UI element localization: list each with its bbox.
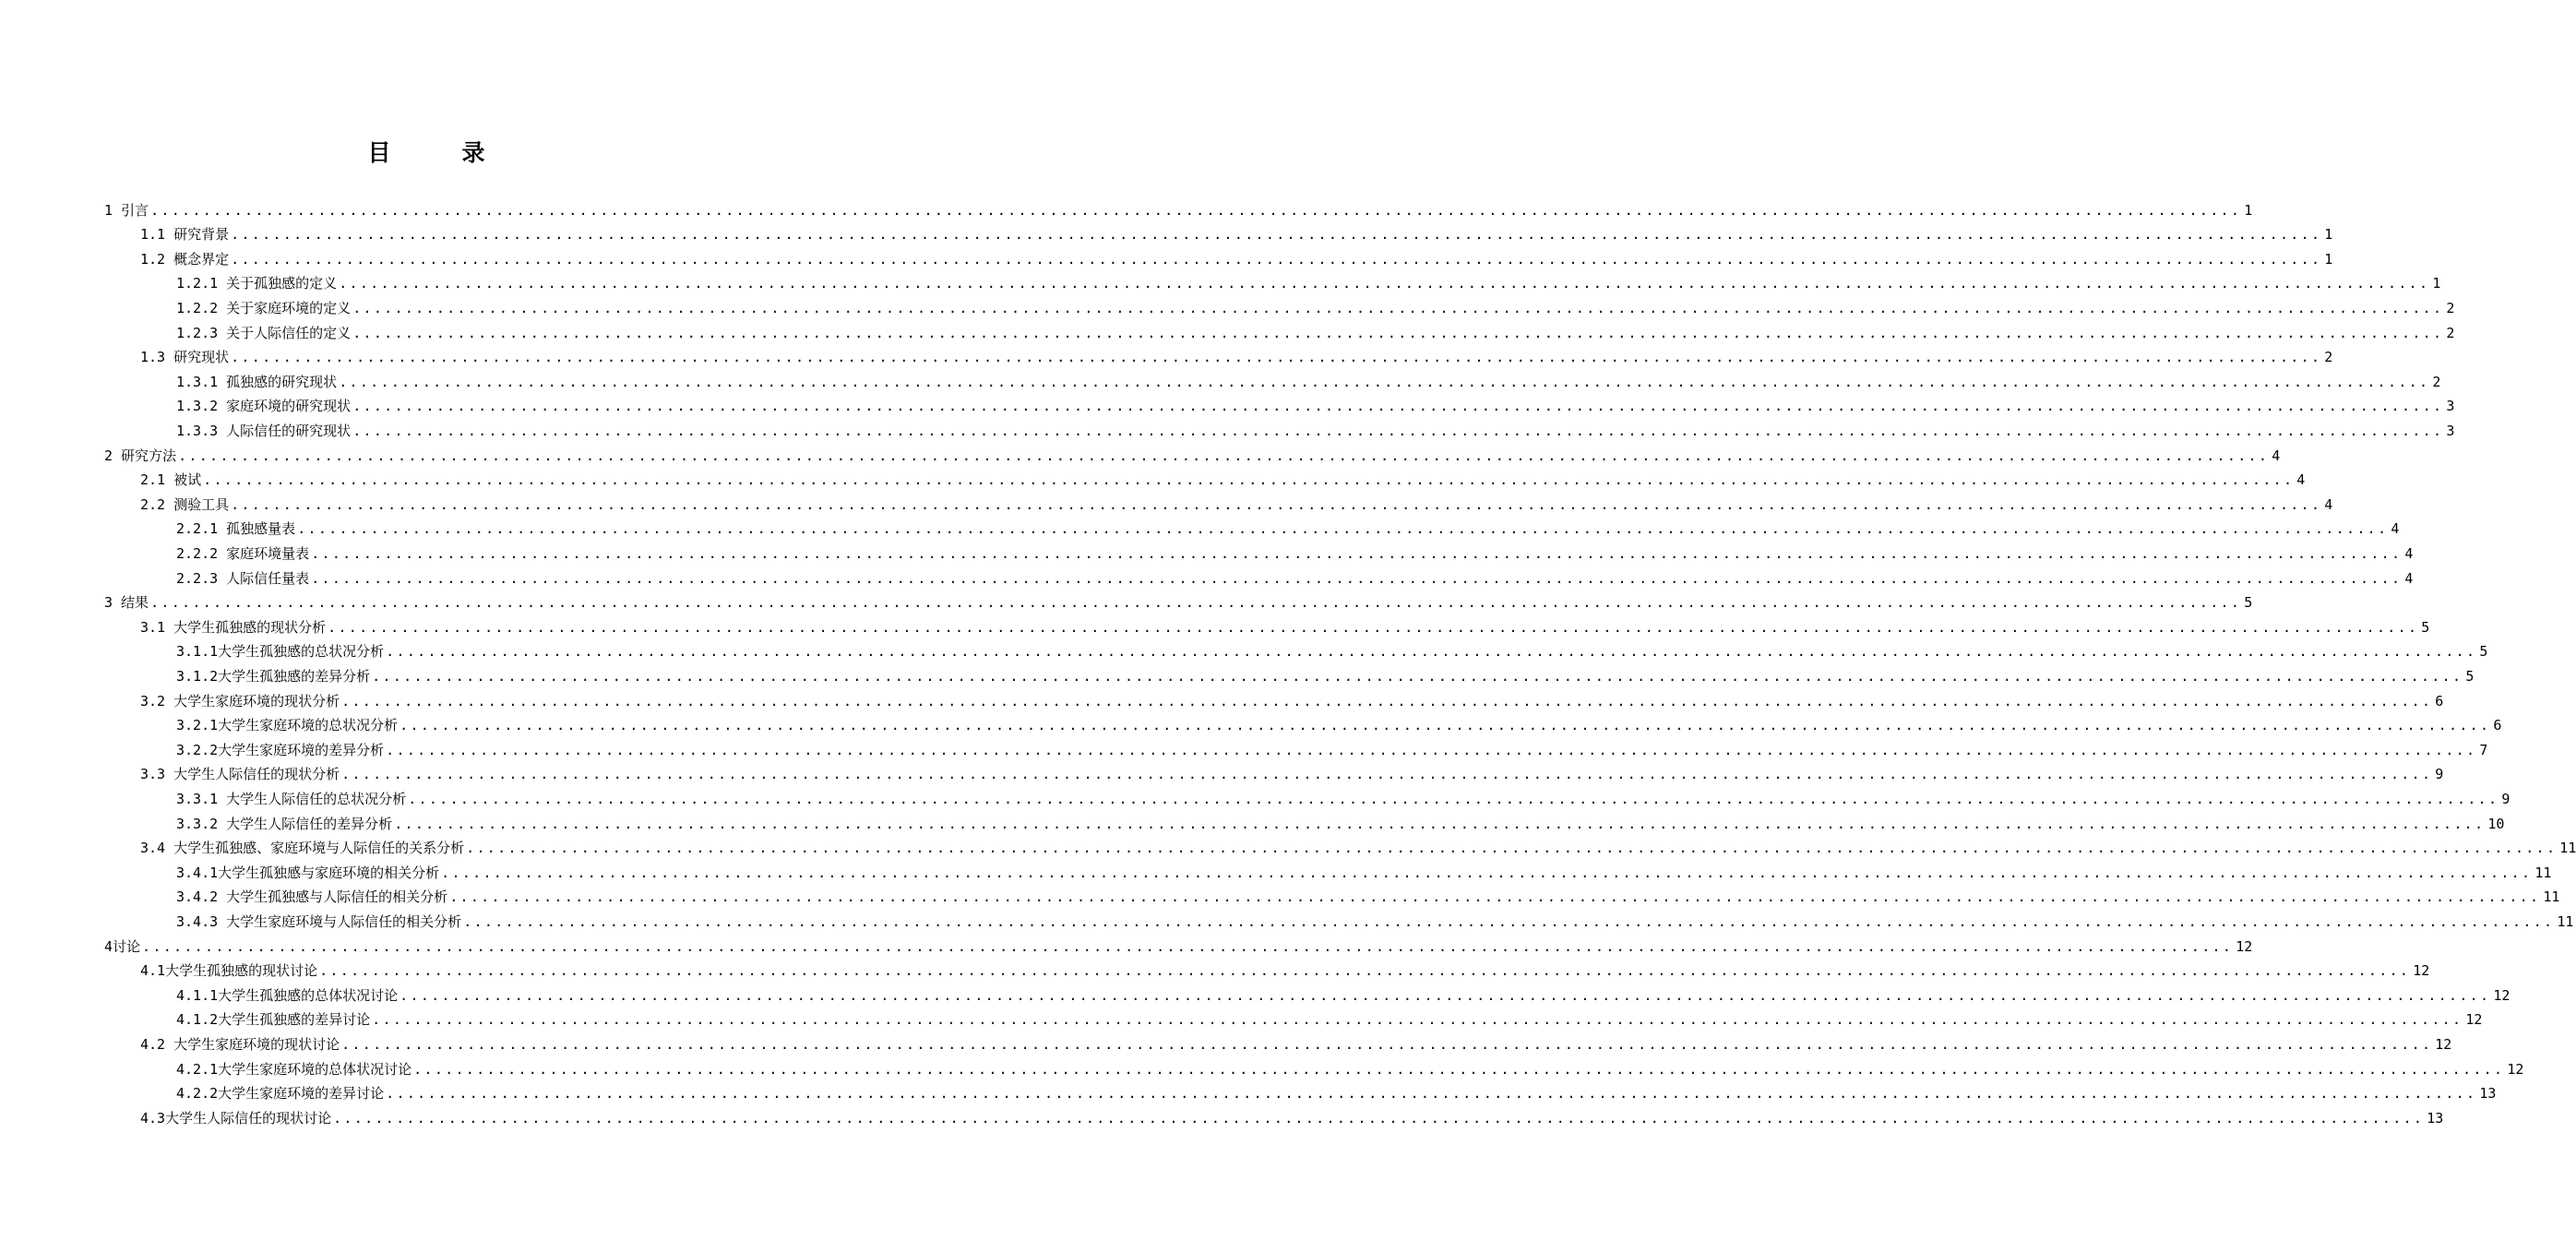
toc-entry-label: 1.3.2 家庭环境的研究现状	[176, 398, 352, 415]
toc-dot-leader: ........................................................................................................................................................................................................	[333, 1109, 2425, 1127]
toc-entry-page-number: 4	[2404, 544, 2414, 562]
toc-entry-label: 2.1 被试	[140, 471, 202, 489]
toc-entry[interactable]	[176, 563, 2414, 588]
toc-entry-label: 3.4 大学生孤独感、家庭环境与人际信任的关系分析	[140, 840, 465, 857]
toc-entry-label: 2.2.1 孤独感量表	[176, 520, 296, 538]
toc-entry[interactable]	[104, 195, 2253, 220]
toc-entry-page-number: 6	[2493, 717, 2502, 734]
toc-entry-label: 4.2.1大学生家庭环境的总体状况讨论	[176, 1060, 412, 1078]
toc-entry[interactable]	[140, 342, 2333, 367]
toc-entry-page-number: 4	[2324, 495, 2333, 513]
toc-entry[interactable]	[176, 710, 2502, 735]
toc-entry[interactable]	[176, 783, 2510, 808]
toc-entry-page-number: 5	[2244, 594, 2253, 612]
toc-dot-leader: ........................................................................................................................................................................................................	[463, 912, 2555, 930]
toc-entry-page-number: 11	[2559, 840, 2576, 857]
toc-dot-leader: ........................................................................................................................................................................................................	[231, 349, 2322, 366]
page-title: 目 录	[367, 139, 509, 166]
toc-entry[interactable]	[140, 1103, 2444, 1127]
toc-entry-label: 4讨论	[104, 937, 141, 955]
toc-dot-leader: ........................................................................................................................................................................................................	[203, 471, 2295, 489]
toc-entry[interactable]	[140, 759, 2444, 784]
toc-dot-leader: ........................................................................................................................................................................................................	[150, 201, 2242, 219]
toc-entry-page-number: 5	[2465, 667, 2475, 685]
toc-dot-leader: ........................................................................................................................................................................................................	[449, 888, 2541, 906]
toc-dot-leader: ........................................................................................................................................................................................................	[352, 398, 2444, 415]
toc-entry-page-number: 12	[2435, 1035, 2452, 1053]
toc-entry[interactable]	[140, 489, 2333, 514]
toc-entry-page-number: 4	[2404, 569, 2414, 587]
toc-dot-leader: ........................................................................................................................................................................................................	[311, 569, 2403, 587]
toc-entry[interactable]	[176, 366, 2441, 391]
toc-entry-label: 2.2.2 家庭环境量表	[176, 544, 310, 562]
toc-entry[interactable]	[176, 906, 2574, 931]
toc-entry-page-number: 7	[2479, 741, 2488, 758]
toc-entry-page-number: 1	[2324, 250, 2333, 268]
toc-entry-page-number: 1	[2432, 275, 2441, 292]
toc-dot-leader: ........................................................................................................................................................................................................	[178, 447, 2270, 464]
toc-entry-label: 4.1.2大学生孤独感的差异讨论	[176, 1011, 371, 1029]
toc-entry-page-number: 12	[2465, 1011, 2483, 1029]
toc-entry-label: 3.3.2 大学生人际信任的差异分析	[176, 815, 393, 832]
toc-entry-page-number: 9	[2435, 766, 2444, 783]
toc-entry[interactable]	[176, 857, 2552, 882]
toc-entry-label: 4.1大学生孤独感的现状讨论	[140, 962, 318, 980]
toc-entry-label: 3.3.1 大学生人际信任的总状况分析	[176, 790, 407, 807]
toc-entry[interactable]	[176, 268, 2441, 293]
toc-entry-label: 1 引言	[104, 201, 149, 219]
toc-entry-page-number: 3	[2446, 422, 2455, 439]
toc-entry-page-number: 13	[2479, 1085, 2497, 1103]
toc-entry-page-number: 12	[2413, 962, 2430, 980]
toc-entry[interactable]	[140, 612, 2430, 637]
toc-entry-label: 3.2.2大学生家庭环境的差异分析	[176, 741, 385, 758]
toc-entry[interactable]	[140, 220, 2333, 244]
toc-entry[interactable]	[176, 415, 2455, 440]
toc-entry-label: 3.4.2 大学生孤独感与人际信任的相关分析	[176, 888, 448, 906]
toc-entry[interactable]	[104, 440, 2281, 465]
toc-entry-page-number: 1	[2244, 201, 2253, 219]
toc-dot-leader: ........................................................................................................................................................................................................	[352, 299, 2444, 316]
toc-entry[interactable]	[140, 244, 2333, 268]
toc-entry-page-number: 4	[2296, 471, 2306, 489]
toc-entry[interactable]	[104, 588, 2253, 613]
toc-entry[interactable]	[104, 931, 2253, 956]
toc-entry[interactable]	[176, 1054, 2524, 1079]
toc-dot-leader: ........................................................................................................................................................................................................	[150, 594, 2242, 612]
toc-entry[interactable]	[176, 882, 2560, 907]
toc-entry-label: 1.2.2 关于家庭环境的定义	[176, 299, 352, 316]
toc-dot-leader: ........................................................................................................................................................................................................	[386, 643, 2477, 661]
toc-entry-label: 3.3 大学生人际信任的现状分析	[140, 766, 340, 783]
toc-entry-page-number: 12	[2493, 986, 2510, 1004]
toc-dot-leader: ........................................................................................................................................................................................................	[352, 324, 2444, 341]
toc-entry[interactable]	[176, 317, 2455, 342]
toc-dot-leader: ........................................................................................................................................................................................................	[386, 741, 2477, 758]
toc-entry[interactable]	[140, 465, 2306, 490]
toc-dot-leader: ........................................................................................................................................................................................................	[372, 667, 2463, 685]
toc-entry-label: 4.1.1大学生孤独感的总体状况讨论	[176, 986, 399, 1004]
toc-entry-label: 3.1.2大学生孤独感的差异分析	[176, 667, 371, 685]
toc-entry[interactable]	[140, 956, 2430, 981]
toc-entry-label: 3.4.3 大学生家庭环境与人际信任的相关分析	[176, 912, 462, 930]
toc-entry-label: 1.3.3 人际信任的研究现状	[176, 422, 352, 439]
toc-entry-page-number: 2	[2324, 349, 2333, 366]
toc-entry-page-number: 2	[2446, 299, 2455, 316]
toc-entry-page-number: 12	[2236, 937, 2253, 955]
toc-dot-leader: ........................................................................................................................................................................................................	[339, 275, 2430, 292]
toc-entry-page-number: 1	[2324, 226, 2333, 244]
toc-dot-leader: ........................................................................................................................................................................................................	[339, 373, 2430, 390]
toc-entry-label: 4.2.2大学生家庭环境的差异讨论	[176, 1085, 385, 1103]
toc-entry-label: 3 结果	[104, 594, 149, 612]
toc-dot-leader: ........................................................................................................................................................................................................	[319, 962, 2411, 980]
toc-entry-page-number: 11	[2543, 888, 2560, 906]
toc-entry[interactable]	[176, 1005, 2483, 1030]
toc-entry-page-number: 4	[2272, 447, 2281, 464]
toc-dot-leader: ........................................................................................................................................................................................................	[341, 692, 2433, 709]
toc-entry-label: 3.2 大学生家庭环境的现状分析	[140, 692, 340, 709]
toc-dot-leader: ........................................................................................................................................................................................................	[441, 864, 2533, 881]
toc-entry[interactable]	[176, 514, 2400, 539]
toc-entry[interactable]	[176, 637, 2488, 662]
toc-dot-leader: ........................................................................................................................................................................................................	[386, 1085, 2477, 1103]
toc-dot-leader: ........................................................................................................................................................................................................	[400, 986, 2491, 1004]
toc-entry-page-number: 9	[2501, 790, 2510, 807]
toc-entry-page-number: 4	[2391, 520, 2400, 538]
toc-entry-page-number: 13	[2427, 1109, 2444, 1127]
toc-dot-leader: ........................................................................................................................................................................................................	[372, 1011, 2463, 1029]
toc-entry-label: 3.4.1大学生孤独感与家庭环境的相关分析	[176, 864, 440, 881]
toc-entry[interactable]	[176, 1079, 2497, 1103]
toc-entry[interactable]	[176, 661, 2475, 686]
toc-entry-label: 1.2.1 关于孤独感的定义	[176, 275, 338, 292]
toc-dot-leader: ........................................................................................................................................................................................................	[142, 937, 2234, 955]
toc-dot-leader: ........................................................................................................................................................................................................	[408, 790, 2499, 807]
toc-entry[interactable]	[140, 686, 2444, 710]
toc-entry-label: 2.2 测验工具	[140, 495, 230, 513]
toc-entry-label: 4.3大学生人际信任的现状讨论	[140, 1109, 332, 1127]
toc-dot-leader: ........................................................................................................................................................................................................	[341, 766, 2433, 783]
toc-dot-leader: ........................................................................................................................................................................................................	[400, 717, 2491, 734]
toc-entry-label: 3.2.1大学生家庭环境的总状况分析	[176, 717, 399, 734]
toc-entry-page-number: 2	[2446, 324, 2455, 341]
toc-dot-leader: ........................................................................................................................................................................................................	[311, 544, 2403, 562]
toc-entry-page-number: 10	[2487, 815, 2505, 832]
toc-dot-leader: ........................................................................................................................................................................................................	[231, 495, 2322, 513]
toc-entry[interactable]	[176, 538, 2414, 563]
toc-entry-label: 1.1 研究背景	[140, 226, 230, 244]
toc-entry-page-number: 5	[2479, 643, 2488, 661]
toc-entry-page-number: 3	[2446, 398, 2455, 415]
toc-entry-label: 2.2.3 人际信任量表	[176, 569, 310, 587]
toc-entry-page-number: 5	[2421, 618, 2430, 636]
toc-entry-label: 3.1.1大学生孤独感的总状况分析	[176, 643, 385, 661]
toc-entry[interactable]	[176, 980, 2510, 1005]
toc-entry-page-number: 6	[2435, 692, 2444, 709]
toc-dot-leader: ........................................................................................................................................................................................................	[297, 520, 2389, 538]
toc-entry-page-number: 11	[2557, 912, 2574, 930]
toc-dot-leader: ........................................................................................................................................................................................................	[394, 815, 2486, 832]
toc-entry-label: 3.1 大学生孤独感的现状分析	[140, 618, 327, 636]
toc-entry-label: 1.2 概念界定	[140, 250, 230, 268]
toc-dot-leader: ........................................................................................................................................................................................................	[231, 250, 2322, 268]
toc-entry[interactable]	[140, 833, 2576, 858]
toc-entry[interactable]	[176, 808, 2505, 833]
toc-dot-leader: ........................................................................................................................................................................................................	[231, 226, 2322, 244]
toc-dot-leader: ........................................................................................................................................................................................................	[352, 422, 2444, 439]
toc-dot-leader: ........................................................................................................................................................................................................	[341, 1035, 2433, 1053]
toc-entry-label: 1.3.1 孤独感的研究现状	[176, 373, 338, 390]
toc-entry-label: 2 研究方法	[104, 447, 177, 464]
toc-entry-page-number: 2	[2432, 373, 2441, 390]
toc-entry-page-number: 12	[2507, 1060, 2524, 1078]
toc-entry[interactable]	[176, 292, 2455, 317]
toc-entry-page-number: 11	[2534, 864, 2552, 881]
toc-entry[interactable]	[140, 1029, 2452, 1054]
toc-dot-leader: ........................................................................................................................................................................................................	[466, 840, 2558, 857]
toc-entry-label: 4.2 大学生家庭环境的现状讨论	[140, 1035, 340, 1053]
toc-entry[interactable]	[176, 734, 2488, 759]
toc-entry-label: 1.3 研究现状	[140, 349, 230, 366]
toc-entry-label: 1.2.3 关于人际信任的定义	[176, 324, 352, 341]
toc-dot-leader: ........................................................................................................................................................................................................	[413, 1060, 2505, 1078]
toc-entry[interactable]	[176, 391, 2455, 416]
toc-dot-leader: ........................................................................................................................................................................................................	[328, 618, 2419, 636]
